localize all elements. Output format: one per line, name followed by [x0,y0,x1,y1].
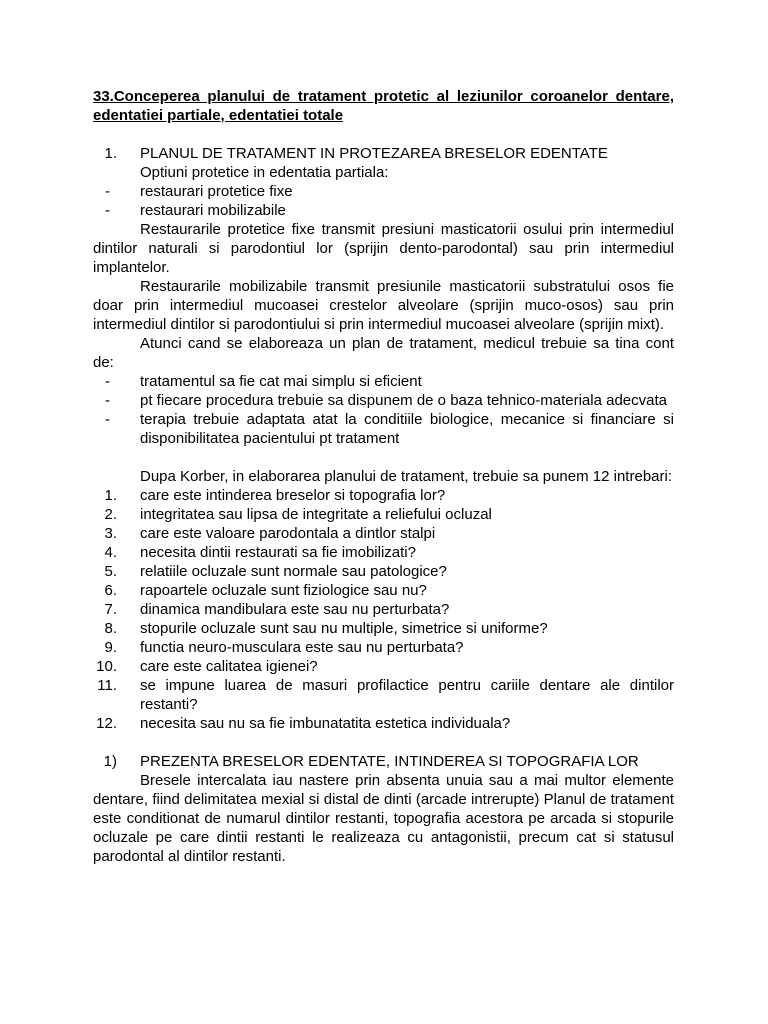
options-intro: Optiuni protetice in edentatia partiala: [140,164,389,181]
consideration-item: - terapia trebuie adaptata atat la conditiile biologice, mecanice si financiare si disponibilitatea pacientului pt tratament [105,411,674,447]
option-item: - restaurari protetice fixe [105,183,293,200]
question-item: 11. se impune luarea de masuri profilactice pentru cariile dentare ale dintilor restanti? [97,677,674,713]
korber-intro: Dupa Korber, in elaborarea planului de tratament, trebuie sa punem 12 intrebari: [140,468,672,485]
question-item: 7. dinamica mandibulara este sau nu perturbata? [104,601,450,618]
consideration-item: - tratamentul sa fie cat mai simplu si eficient [105,373,422,390]
section-1-heading [93,144,674,163]
question-item: 3. care este valoare parodontala a dintlor stalpi [104,525,436,542]
section-2-marker: 1) [103,753,117,770]
section-2-heading-text: PREZENTA BRESELOR EDENTATE, INTINDEREA SI TOPOGRAFIA LOR [140,753,639,770]
question-item: 1. care este intinderea breselor si topografia lor? [104,487,446,504]
question-item: 4. necesita dintii restaurati sa fie imobilizati? [104,544,416,561]
option-item: - restaurari mobilizabile [105,202,286,219]
document-body [93,87,674,866]
korber-question-list [93,486,674,733]
document-title [93,87,674,125]
question-item: 5. relatiile ocluzale sunt normale sau patologice? [104,563,447,580]
question-item: 6. rapoartele ocluzale sunt fiziologice sau nu? [104,582,427,599]
question-item: 2. integritatea sau lipsa de integritate a reliefului ocluzal [104,506,492,523]
paragraph-treatment-plan: Atunci cand se elaboreaza un plan de tratament, medicul trebuie sa tina cont de: [93,335,674,371]
question-item: 10. care este calitatea igienei? [96,658,318,675]
title-line-2: edentatiei partiale, edentatiei totale [93,107,344,124]
title-line-1: 33.Conceperea planului de tratament protetic al leziunilor coroanelor dentare, [93,88,674,105]
question-item: 9. functia neuro-musculara este sau nu perturbata? [104,639,464,656]
paragraph-removable-restorations: Restaurarile mobilizabile transmit presiunile masticatorii substratului osos fie doar prin intermediul mucoasei crestelor alveolare (sprijin muco-osos) sau prin intermediul dintilor si parodontiului si prin intermediul mucoasei alveolare (sprijin mixt). [93,278,674,333]
question-item: 12. necesita sau nu sa fie imbunatatita estetica individuala? [96,715,511,732]
paragraph-edentulous-spaces: Bresele intercalata iau nastere prin absenta unuia sau a mai multor elemente dentare, fiind delimitatea mexial si distal de dinti (arcade intrerupte) Planul de tratament este conditionat de numarul dintilor restanti, topografia acestora pe arcada si stopurile ocluzale pe care dintii restanti le realizeaza cu antagonistii, precum cat si statusul parodontal al dintilor restanti. [93,772,674,865]
paragraph-fixed-restorations: Restaurarile protetice fixe transmit presiuni masticatorii osului prin intermediul dintilor naturali si parodontiul lor (sprijin dento-parodontal) sau prin intermediul implantelor. [93,221,674,276]
question-item: 8. stopurile ocluzale sunt sau nu multiple, simetrice si uniforme? [104,620,548,637]
section-1-heading-text: PLANUL DE TRATAMENT IN PROTEZAREA BRESELOR EDENTATE [140,145,608,162]
section-2-heading [93,752,674,771]
section-1-marker: 1. [104,145,117,162]
consideration-item: - pt fiecare procedura trebuie sa dispunem de o baza tehnico-materiala adecvata [105,392,667,409]
